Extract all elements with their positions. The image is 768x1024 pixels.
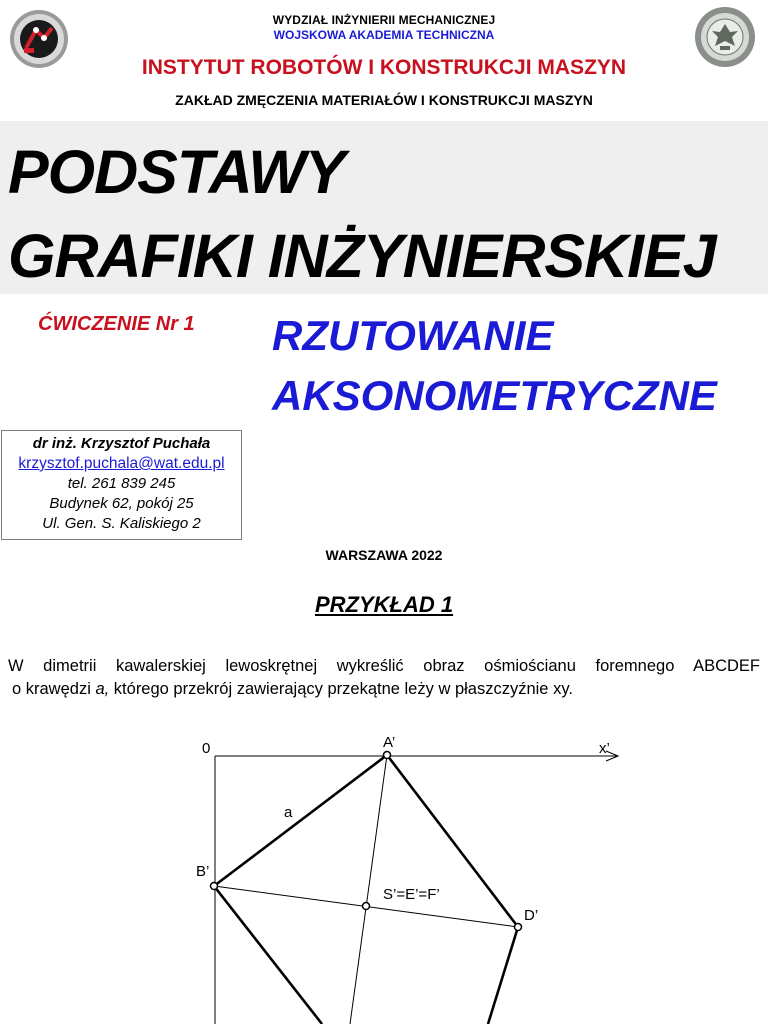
example-heading: PRZYKŁAD 1 <box>314 592 454 617</box>
task-line2-start: o krawędzi <box>12 680 96 698</box>
author-name: dr inż. Krzysztof Puchała <box>32 435 211 452</box>
label-d: D’ <box>524 907 539 924</box>
point-center <box>363 903 370 910</box>
department-name: ZAKŁAD ZMĘCZENIA MATERIAŁÓW I KONSTRUKCJI MASZYN <box>175 92 593 108</box>
author-office: Budynek 62, pokój 25 <box>49 495 194 512</box>
origin-label: 0 <box>202 740 211 757</box>
point-d <box>515 924 522 931</box>
edge-variable: a, <box>95 680 110 698</box>
contact-card <box>1 430 242 540</box>
exercise-topic-line2: AKSONOMETRYCZNE <box>272 372 717 419</box>
diagonal-a-c <box>350 755 387 1024</box>
point-b <box>211 883 218 890</box>
axis-x-label: x’ <box>599 740 610 757</box>
author-email-link[interactable]: krzysztof.puchala@wat.edu.pl <box>18 455 225 472</box>
author-address: Ul. Gen. S. Kaliskiego 2 <box>42 515 201 532</box>
exercise-label: ĆWICZENIE Nr 1 <box>38 313 195 335</box>
author-phone: tel. 261 839 245 <box>67 475 176 492</box>
task-line2-end: którego przekrój zawierający przekątne leży w płaszczyźnie xy. <box>109 680 573 698</box>
label-a: A’ <box>383 734 396 751</box>
task-text <box>8 655 760 701</box>
task-line2 <box>8 678 760 701</box>
label-b: B’ <box>196 863 210 880</box>
point-a <box>384 752 391 759</box>
edge-d-c <box>488 927 518 1024</box>
exercise-topic-line1: RZUTOWANIE <box>272 312 554 359</box>
projection-diagram <box>0 700 768 1024</box>
city-year: WARSZAWA 2022 <box>325 547 443 563</box>
label-center: S’=E’=F’ <box>383 886 440 903</box>
label-edge-a: a <box>284 804 293 821</box>
course-title-line1: PODSTAWY <box>8 138 345 206</box>
academy-name: WOJSKOWA AKADEMIA TECHNICZNA <box>273 28 495 42</box>
edge-a-b <box>214 755 387 886</box>
institute-name: INSTYTUT ROBOTÓW I KONSTRUKCJI MASZYN <box>141 56 627 79</box>
task-line1: W dimetrii kawalerskiej lewoskrętnej wykreślić obraz ośmiościanu foremnego ABCDEF <box>8 657 760 675</box>
faculty-name: WYDZIAŁ INŻYNIERII MECHANICZNEJ <box>272 13 496 27</box>
edge-b-c <box>214 886 322 1024</box>
course-title-line2: GRAFIKI INŻYNIERSKIEJ <box>8 222 716 290</box>
